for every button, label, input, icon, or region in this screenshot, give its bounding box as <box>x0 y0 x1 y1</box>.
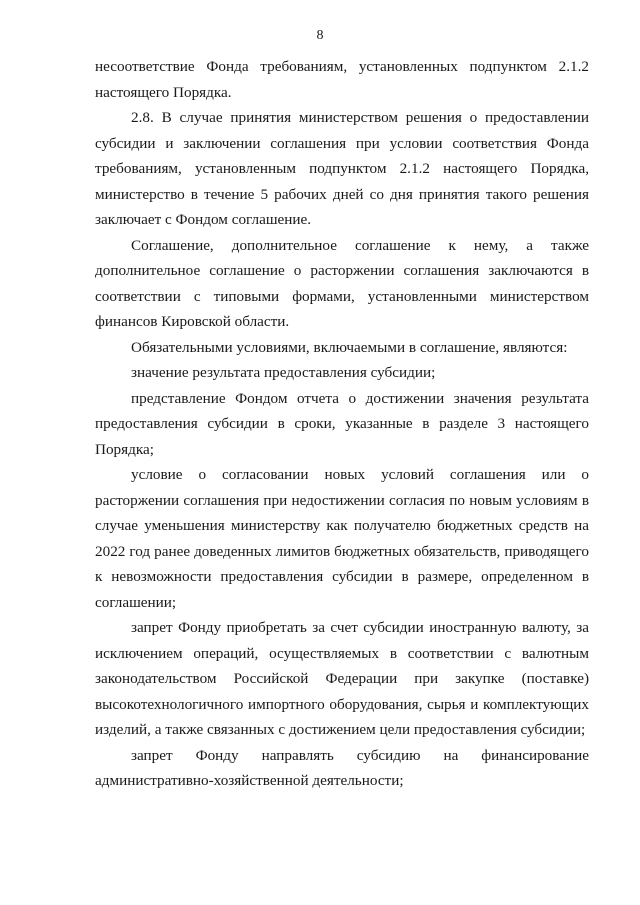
document-body <box>95 54 589 794</box>
paragraph-agreement-forms: Соглашение, дополнительное соглашение к нему, а также дополнительное соглашение о расторжении соглашения заключаются в соответствии с типовыми формами, установленными министерством финансов Кировской области. <box>95 236 589 330</box>
page-number: 8 <box>316 28 324 43</box>
condition-renegotiation: условие о согласовании новых условий соглашения или о расторжении соглашения при недостижении согласия по новым условиям в случае уменьшения министерству как получателю бюджетных средств на 2022 год ранее доведенных лимитов бюджетных обязательств, приводящего к невозможности предоставления субсидии в размере, определенном в соглашении; <box>95 466 589 611</box>
paragraph-mandatory-conditions: Обязательными условиями, включаемыми в соглашение, являются: <box>131 338 568 356</box>
condition-report: представление Фондом отчета о достижении значения результата предоставления субсидии в сроки, указанные в разделе 3 настоящего Порядка; <box>95 389 589 458</box>
condition-admin-ban: запрет Фонду направлять субсидию на финансирование административно-хозяйственной деятельности; <box>95 746 589 789</box>
paragraph-continuation: несоответствие Фонда требованиям, установленных подпунктом 2.1.2 настоящего Порядка. <box>95 58 589 101</box>
condition-result-value: значение результата предоставления субсидии; <box>131 364 436 381</box>
paragraph-2-8: 2.8. В случае принятия министерством решения о предоставлении субсидии и заключении соглашения при условии соответствия Фонда требованиям, установленным подпунктом 2.1.2 настоящего Порядка, министерство в течение 5 рабочих дней со дня принятия такого решения заключает с Фондом соглашение. <box>95 109 589 228</box>
condition-currency-ban: запрет Фонду приобретать за счет субсидии иностранную валюту, за исключением операций, осуществляемых в соответствии с валютным законодательством Российской Федерации при закупке (поставке) высокотехнологичного импортного оборудования, сырья и комплектующих изделий, а также связанных с достижением цели предоставления субсидии; <box>95 619 589 738</box>
